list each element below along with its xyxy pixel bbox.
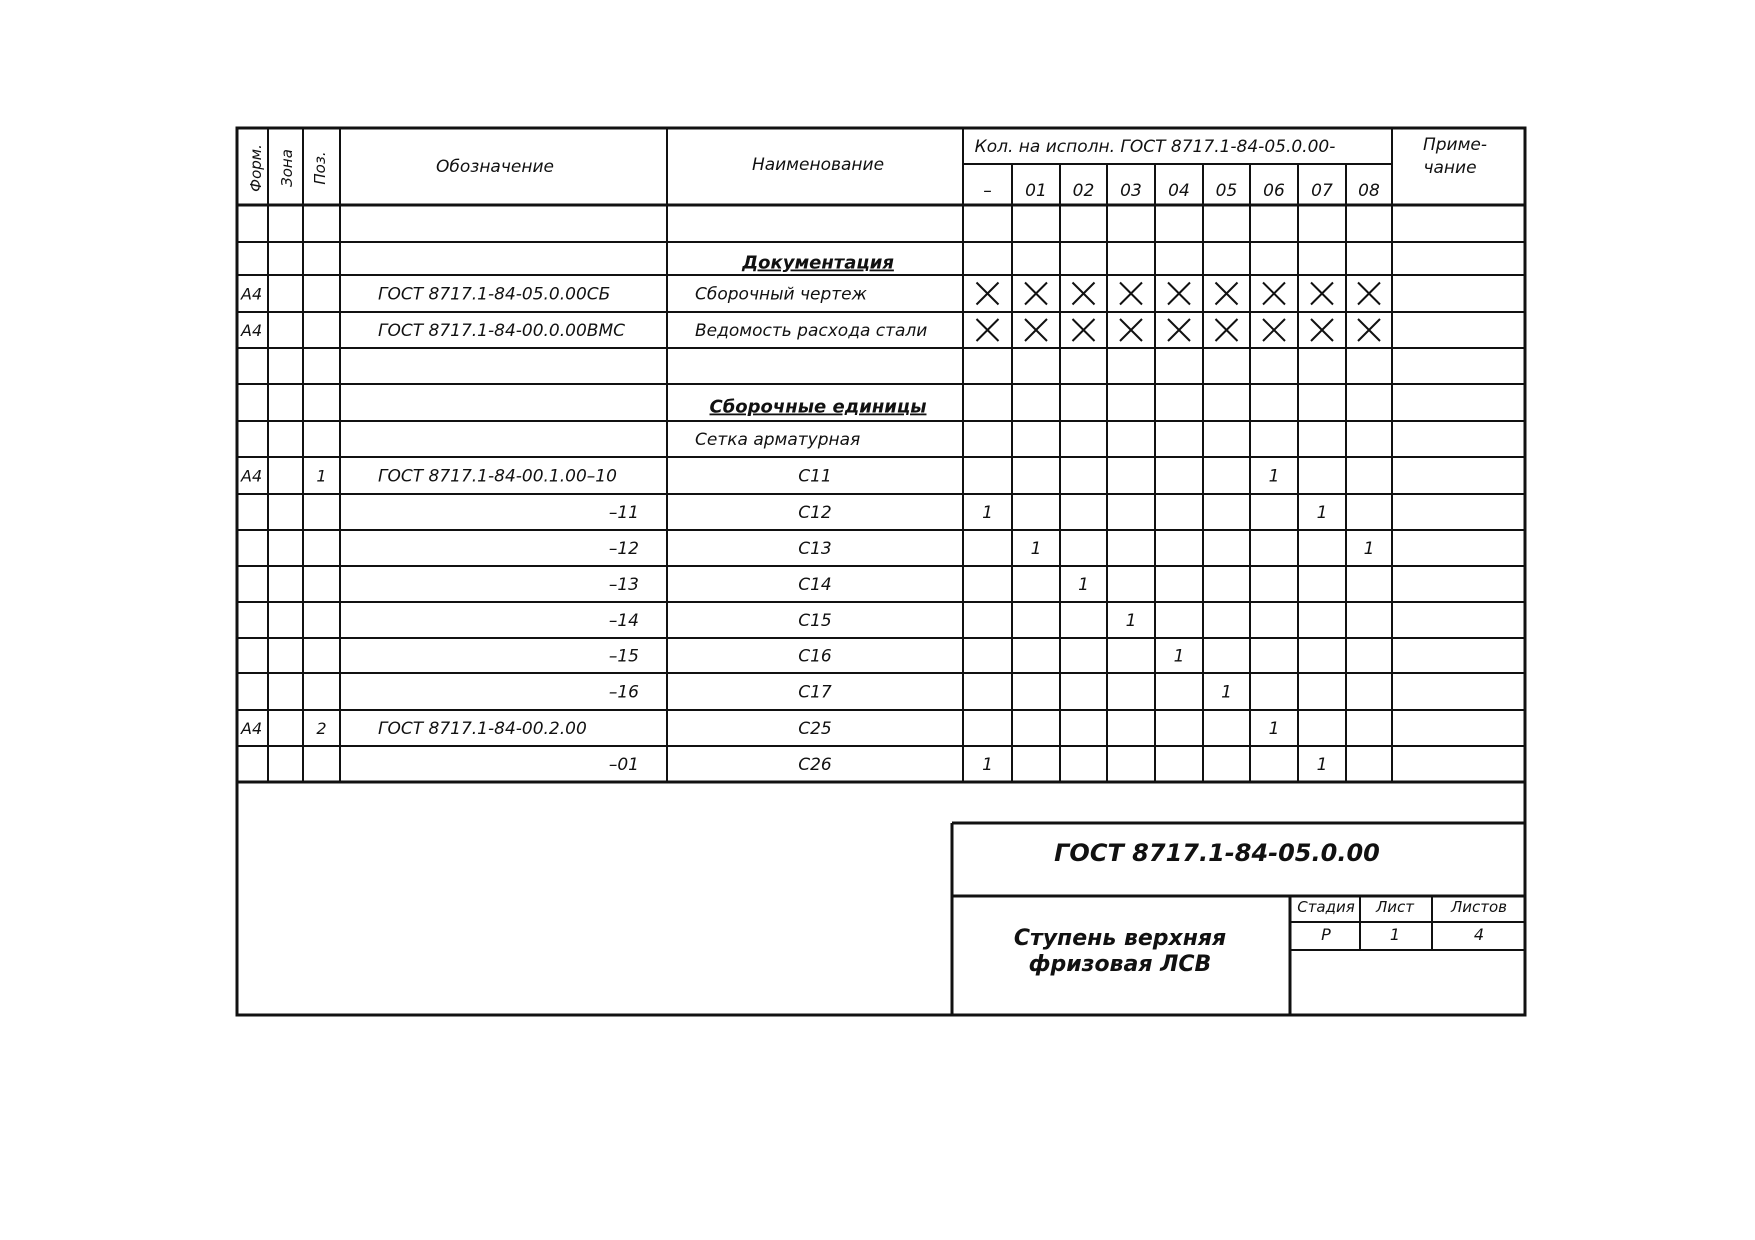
table-row (710, 397, 927, 418)
table-row (609, 575, 1089, 595)
qty-cross-mark (1025, 283, 1047, 305)
header-pos: Поз. (311, 151, 329, 185)
row-designation: ГОСТ 8717.1-84-00.1.00–10 (378, 466, 617, 487)
qty-value: 1 (1268, 466, 1280, 487)
header-name: Наименование (751, 155, 885, 175)
qty-cross-mark (1263, 283, 1285, 305)
qty-value: 1 (982, 503, 993, 523)
variant-label-1: 01 (1025, 181, 1047, 201)
stage-value: Р (1321, 925, 1331, 944)
qty-value: 1 (1173, 646, 1185, 667)
row-name: С14 (798, 575, 832, 595)
header-zone: Зона (278, 149, 296, 187)
stage-label: Стадия (1297, 898, 1355, 916)
row-designation: –12 (608, 539, 639, 559)
row-designation: –15 (608, 646, 639, 667)
section-heading: Документация (742, 252, 894, 274)
qty-value: 1 (1221, 682, 1232, 703)
qty-cross-mark (1216, 283, 1238, 305)
variant-label-5: 05 (1215, 181, 1238, 201)
table-row (240, 719, 1279, 739)
variant-label-8: 08 (1358, 181, 1380, 201)
qty-cross-mark (1216, 319, 1238, 341)
row-designation: –01 (608, 755, 639, 775)
row-name: Ведомость расхода стали (695, 321, 928, 341)
product-name-line2: фризовая ЛСВ (1028, 952, 1212, 977)
sheet-value: 1 (1389, 925, 1401, 944)
table-row (609, 539, 1375, 559)
row-name: С15 (798, 611, 832, 631)
header-note-line1: Приме- (1422, 135, 1488, 155)
qty-value: 1 (1078, 575, 1089, 595)
variant-header-row (983, 181, 1380, 201)
row-format: А4 (241, 719, 263, 738)
table-row (741, 253, 894, 274)
table-row (609, 755, 1328, 775)
table-row (695, 430, 860, 450)
qty-cross-mark (1358, 283, 1380, 305)
row-designation: –14 (608, 611, 639, 631)
row-position: 2 (316, 719, 327, 738)
qty-value: 1 (1125, 611, 1137, 631)
table-row (609, 683, 1232, 703)
row-designation: ГОСТ 8717.1-84-00.0.00ВМС (378, 321, 625, 341)
qty-cross-mark (1311, 283, 1333, 305)
qty-cross-mark (1073, 319, 1095, 341)
row-name: С26 (798, 755, 832, 775)
qty-value: 1 (1030, 539, 1042, 559)
section-heading: Сборочные единицы (709, 396, 927, 418)
table-body (240, 253, 1380, 776)
qty-cross-mark (1120, 283, 1142, 305)
qty-cross-mark (1168, 319, 1190, 341)
header-note-line2: чание (1423, 158, 1477, 178)
row-format: А4 (241, 466, 263, 486)
qty-cross-mark (1263, 319, 1285, 341)
qty-value: 1 (1316, 503, 1328, 523)
qty-value: 1 (1363, 539, 1375, 559)
row-format: А4 (241, 284, 263, 304)
product-name-line1: Ступень верхняя (1013, 926, 1227, 951)
qty-cross-mark (1025, 319, 1047, 341)
row-designation: ГОСТ 8717.1-84-05.0.00СБ (378, 284, 611, 305)
row-name: С12 (798, 503, 832, 523)
table-row (240, 283, 1380, 305)
row-designation: –13 (608, 575, 639, 595)
title-block (1014, 839, 1507, 977)
document-code: ГОСТ 8717.1-84-05.0.00 (1054, 839, 1380, 867)
variant-label-4: 04 (1168, 181, 1190, 201)
header-qty-title: Кол. на исполн. ГОСТ 8717.1-84-05.0.00- (974, 137, 1336, 157)
variant-label-3: 03 (1120, 181, 1142, 201)
header-designation: Обозначение (436, 157, 554, 177)
row-name: С13 (798, 539, 832, 559)
row-designation: ГОСТ 8717.1-84-00.2.00 (378, 719, 587, 739)
row-name: С17 (798, 682, 832, 703)
row-name: Сетка арматурная (695, 430, 861, 450)
table-row (240, 467, 1279, 487)
variant-label-6: 06 (1263, 181, 1285, 201)
row-position: 1 (316, 466, 327, 486)
qty-value: 1 (982, 755, 993, 775)
table-row (240, 319, 1380, 341)
table-row (609, 647, 1185, 667)
header-form: Форм. (247, 144, 265, 192)
sheets-label: Листов (1450, 898, 1508, 916)
sheets-value: 4 (1473, 925, 1485, 944)
qty-value: 1 (1316, 755, 1328, 775)
qty-cross-mark (1120, 319, 1142, 341)
qty-cross-mark (1168, 283, 1190, 305)
qty-value: 1 (1268, 719, 1280, 739)
row-name: Сборочный чертеж (695, 284, 867, 305)
qty-cross-mark (1358, 319, 1380, 341)
qty-cross-mark (977, 283, 999, 305)
table-row (609, 611, 1137, 631)
variant-label-0: – (983, 181, 992, 201)
sheet-label: Лист (1375, 898, 1415, 916)
row-format: А4 (241, 321, 263, 340)
row-designation: –11 (608, 503, 639, 523)
variant-label-2: 02 (1072, 181, 1095, 201)
variant-label-7: 07 (1311, 181, 1333, 201)
qty-cross-mark (1073, 283, 1095, 305)
row-name: С25 (798, 719, 832, 739)
row-designation: –16 (608, 682, 639, 703)
qty-cross-mark (1311, 319, 1333, 341)
qty-cross-mark (977, 319, 999, 341)
row-name: С16 (798, 646, 832, 667)
table-row (609, 503, 1328, 523)
row-name: С11 (798, 466, 832, 487)
